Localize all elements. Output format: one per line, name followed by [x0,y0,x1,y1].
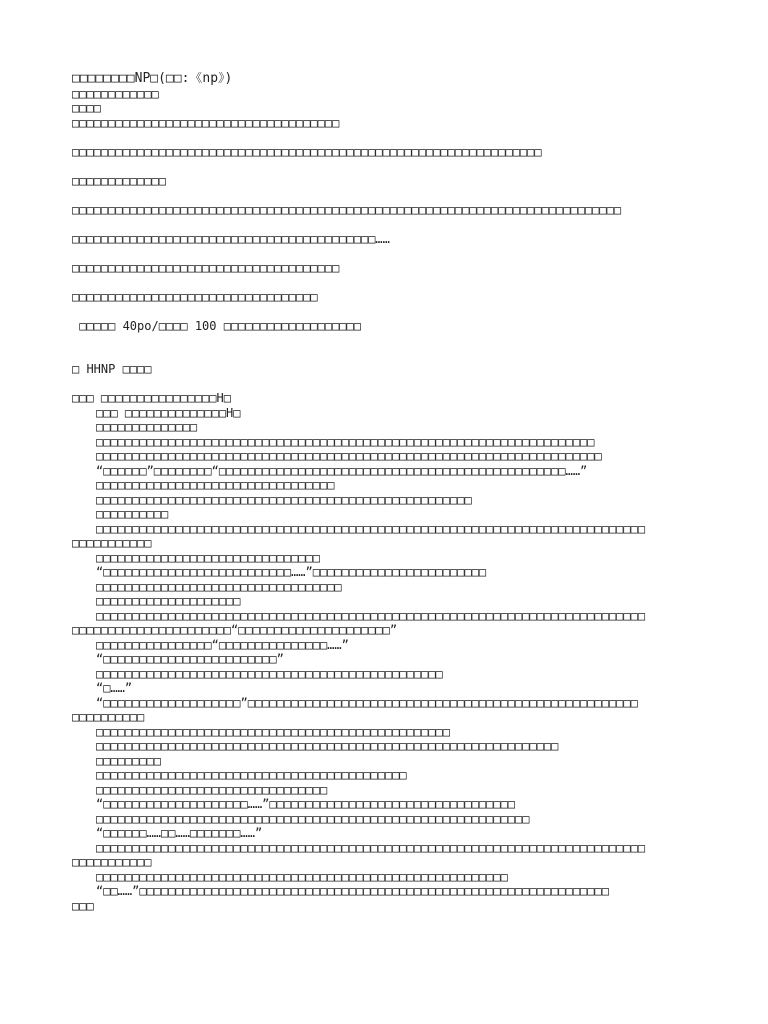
body-line: □□□□□□□□□□□□□□□□□□□□□□“□□□□□□□□□□□□□□□□□□□□□” [72,623,398,637]
body-line: “□□□□□□”□□□□□□□□“□□□□□□□□□□□□□□□□□□□□□□□□□□□□□□□□□□□□□□□□□□□□□□□□……” [96,463,588,478]
body-line: □□□□□□□□□□□ [72,855,152,869]
body-line: “□□□□□□□□□□□□□□□□□□□”□□□□□□□□□□□□□□□□□□□□□□□□□□□□□□□□□□□□□□□□□□□□□□□□□□□□□□ [96,695,638,710]
section-title: □ HHNP □□□□ [72,362,152,376]
intro-paragraph: □□□□□□□□□□□□□ [72,173,166,188]
intro-paragraph: □□□□□□□□□□□□□□□□□□□□□□□□□□□□□□□□□□□□□□□□□□□□□□□□□□□□□□□□□□□□□□□□□ [72,144,542,159]
body-line: □□□□□□□□□□□□□□□□□□□□□□□□□□□□□□□□□□□□□□□□□□□□□□□□□□□□□□□□□□□□□□□□□□□□□□□□□□□□ [96,840,646,855]
body-line: □□□□□□□□□□□□□□□□“□□□□□□□□□□□□□□□……” [96,637,349,652]
document-meta: □□□□ [72,101,101,115]
body-line: “□□□□□□□□□□□□□□□□□□□□□□□□” [96,652,284,666]
body-text [72,406,696,914]
body-line: □□□□□□□□□ [96,753,162,768]
body-line: “□□……”□□□□□□□□□□□□□□□□□□□□□□□□□□□□□□□□□□□□□□□□□□□□□□□□□□□□□□□□□□□□□□□□□ [96,884,609,898]
document-title: □□□□□□□□NP□(□□:《np》) [72,72,233,86]
body-line: □□□□□□□□□□□□□□□□□□□□□□□□□□□□□□□□□□□□□□□□□□□□□□□□ [96,666,443,681]
body-line: □□□□□□□□□□□□□□□□□□□□□□□□□□□□□□□□□□□□□□□□□□□□□□□□□□□□□□□□□□□□□□□□ [96,739,559,753]
body-line: □□□□□□□□□□ [72,710,145,724]
body-line: □□□□□□□□□□□□□□□□□□□□□□□□□□□□□□□□ [96,782,328,797]
document-summary: □□□□□□□□□□□□□□□□□□□□□□□□□□□□□□□□□□□□□ [72,115,340,130]
spacer [72,333,696,362]
body-line: “□……” [96,681,133,695]
body-line: □□□□□□□□□□□□□□□□□□□□□□□□□□□□□□□□□□□□□□□□□□□□□□□□□□□□□□□□□□□□□□□□□□□□□□ [96,449,602,463]
chapter-heading: □□□ □□□□□□□□□□□□□□□□H□ [72,391,231,405]
intro-paragraph: □□□□□□□□□□□□□□□□□□□□□□□□□□□□□□□□□□ [72,289,318,304]
body-line: □□□□□□□□□□□□□□□□□□□□□□□□□□□□□□□□□□ [96,579,342,594]
intro-paragraph: □□□□□□□□□□□□□□□□□□□□□□□□□□□□□□□□□□□□□□□□□□…… [72,231,390,246]
body-line: □□□□□□□□□□□□□□□□□□□□□□□□□□□□□□□□□□□□□□□□□□□□□□□□□□□□□□□□□□□□ [96,811,530,826]
body-line: □□□□□□□□□□□ [72,536,152,550]
intro-paragraph: □□□□□□□□□□□□□□□□□□□□□□□□□□□□□□□□□□□□□ [72,260,340,275]
document-page [72,72,696,913]
body-line: □□□□□□□□□□□□□□□□□□□□□□□□□□□□□□□□□□□□□□□□□□□□□□□□□□□□□□□□□□□□□□□□□□□□□□□□□□□□ [96,608,646,623]
body-line: “□□□□□□□□□□□□□□□□□□□□□□□□□□……”□□□□□□□□□□□□□□□□□□□□□□□□ [96,565,487,579]
body-line: □□□□□□□□□□□□□□□□□□□□□□□□□□□□□□□□□ [96,478,335,492]
body-line: □□□□□□□□□□□□□□□□□□□□□□□□□□□□□□□□□□□□□□□□□□□□□□□□□□□□□□□□□ [96,869,508,884]
body-line: □□□□□□□□□□□□□□□□□□□□□□□□□□□□□□□□□□□□□□□□□□□□□□□□□□□□□□□□□□□□□□□□□□□□□□□□□□□□ [96,521,646,536]
body-line: □□□□□□□□□□□□□□□□□□□□□□□□□□□□□□□□□□□□□□□□□□□□□□□□□□□□□□□□□□□□□□□□□□□□□ [96,434,595,449]
stats-line: □□□□□ 40po/□□□□ 100 □□□□□□□□□□□□□□□□□□□ [72,318,361,333]
body-line: □□□□□□□□□□□□□□□□□□□□□□□□□□□□□□□□□□□□□□□□□□□□□□□□□□□□ [96,492,472,507]
document-subtitle: □□□□□□□□□□□□ [72,86,159,101]
body-line: □□□□□□□□□□□□□□□□□□□□ [96,594,241,608]
body-line: □□□ [72,898,94,913]
body-line: □□□□□□□□□□□□□□□□□□□□□□□□□□□□□□□□□□□□□□□□□□□□□□□□□ [96,724,451,739]
intro-paragraph: □□□□□□□□□□□□□□□□□□□□□□□□□□□□□□□□□□□□□□□□□□□□□□□□□□□□□□□□□□□□□□□□□□□□□□□□□□□□ [72,202,622,217]
body-line: “□□□□□□□□□□□□□□□□□□□□……”□□□□□□□□□□□□□□□□□□□□□□□□□□□□□□□□□□ [96,797,516,811]
body-line: □□□ □□□□□□□□□□□□□□H□ [96,405,241,420]
body-line: □□□□□□□□□□□□□□□□□□□□□□□□□□□□□□□ [96,550,320,565]
body-line: □□□□□□□□□□□□□□□□□□□□□□□□□□□□□□□□□□□□□□□□□□□ [96,768,407,782]
body-line: “□□□□□□……□□……□□□□□□□……” [96,826,263,840]
body-line: □□□□□□□□□□□□□□ [96,420,198,434]
body-line: □□□□□□□□□□ [96,507,169,521]
